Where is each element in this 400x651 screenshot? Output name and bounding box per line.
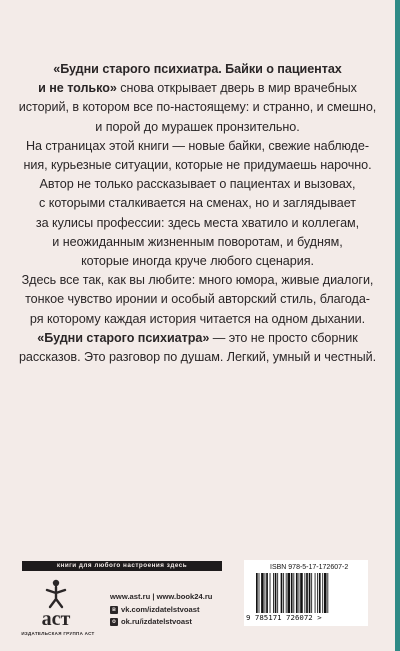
description-line: [0, 329, 395, 348]
isbn-number: ISBN 978-5-17-172607-2: [270, 564, 349, 571]
description-bold-text: «Будни старого психиатра. Байки о пациентах: [53, 62, 342, 76]
barcode-bar: [286, 573, 287, 613]
barcode-bar: [311, 573, 312, 613]
description-text: — это не просто сборник: [209, 330, 358, 345]
tagline-banner: книги для любого настроения здесь: [22, 561, 222, 571]
barcode-bar: [296, 573, 298, 613]
barcode-bar: [256, 573, 258, 613]
barcode-bar: [324, 573, 327, 613]
description-text: Здесь все так, как вы любите: много юмора, живые диалоги,: [21, 273, 374, 288]
description-text: которые иногда круче любого сценария.: [81, 254, 314, 269]
book-description: [0, 60, 395, 367]
description-line: [0, 118, 395, 137]
description-line: [0, 60, 395, 79]
barcode-bar: [317, 573, 318, 613]
description-text: и неожиданным жизненным поворотам, и будням,: [52, 234, 343, 249]
description-line: [0, 271, 395, 290]
barcode-bar: [273, 573, 274, 613]
publisher-caption: ИЗДАТЕЛЬСКАЯ ГРУППА АСТ: [21, 631, 95, 636]
ok-icon: о: [110, 618, 118, 626]
barcode-bar: [283, 573, 284, 613]
description-line: [0, 175, 395, 194]
logo-wordmark: аст: [41, 608, 71, 629]
spine-color-strip: [395, 0, 400, 651]
description-text: с которыми сталкивается на сменах, но и заглядывает: [39, 196, 356, 211]
barcode-bar: [299, 573, 300, 613]
vk-link[interactable]: [110, 605, 200, 614]
description-line: [0, 310, 395, 329]
barcode-bar: [277, 573, 278, 613]
description-bold-text: и не только»: [38, 81, 117, 96]
barcode-bar: [322, 573, 323, 613]
description-text: тонкое чувство иронии и особый авторский стиль, благода-: [25, 292, 370, 307]
barcode-bar: [293, 573, 294, 613]
description-text: и порой до мурашек пронзительно.: [95, 119, 300, 134]
barcode-bar: [266, 573, 268, 613]
description-text: Автор не только рассказывает о пациентах и вызовах,: [39, 177, 356, 192]
barcode-bar: [259, 573, 260, 613]
description-line: [0, 252, 395, 271]
isbn-barcode-box: [244, 560, 368, 626]
barcode-bar: [275, 573, 277, 613]
description-line: [0, 214, 395, 233]
description-line: [0, 156, 395, 175]
description-line: [0, 137, 395, 156]
description-line: [0, 348, 395, 367]
description-line: [0, 233, 395, 252]
description-text: ния, курьезные ситуации, которые не придумаешь нарочно.: [23, 158, 372, 173]
ok-link[interactable]: [110, 617, 192, 626]
ok-link-text: ok.ru/izdatelstvoast: [121, 617, 192, 626]
description-text: На страницах этой книги — новые байки, свежие наблюде-: [25, 138, 370, 153]
description-text: рассказов. Это разговор по душам. Легкий, умный и честный.: [18, 350, 377, 365]
description-line: [0, 194, 395, 213]
description-text: историй, в котором все по-настоящему: и странно, и смешно,: [18, 100, 377, 115]
barcode-bar: [306, 573, 308, 613]
barcode-digits: 9 785171 726072 >: [246, 613, 322, 622]
barcode-bar: [261, 573, 264, 613]
description-bold-text: «Будни старого психиатра»: [37, 330, 210, 345]
description-text: за кулисы профессии: здесь места хватило и коллегам,: [35, 215, 360, 230]
barcode-bar: [300, 573, 303, 613]
description-line: [0, 79, 395, 98]
ast-logo: [30, 577, 82, 629]
description-line: [0, 98, 395, 117]
barcode-bar: [287, 573, 290, 613]
vk-link-text: vk.com/izdatelstvoast: [121, 605, 200, 614]
barcode-bar: [291, 573, 293, 613]
barcode-bar: [265, 573, 266, 613]
barcode-bar: [270, 573, 271, 613]
barcode-bar: [319, 573, 321, 613]
barcode-bar: [327, 573, 328, 613]
barcode-bar: [281, 573, 283, 613]
barcode-bar: [309, 573, 311, 613]
vk-icon: в: [110, 606, 118, 614]
description-text: ря которому каждая история читается на одном дыхании.: [29, 311, 366, 326]
barcode-bar: [304, 573, 305, 613]
publisher-websites[interactable]: www.ast.ru | www.book24.ru: [110, 592, 213, 601]
barcode-bar: [315, 573, 316, 613]
description-text: снова открывает дверь в мир врачебных: [116, 81, 357, 96]
barcode-bars: [256, 573, 356, 613]
description-line: [0, 290, 395, 309]
